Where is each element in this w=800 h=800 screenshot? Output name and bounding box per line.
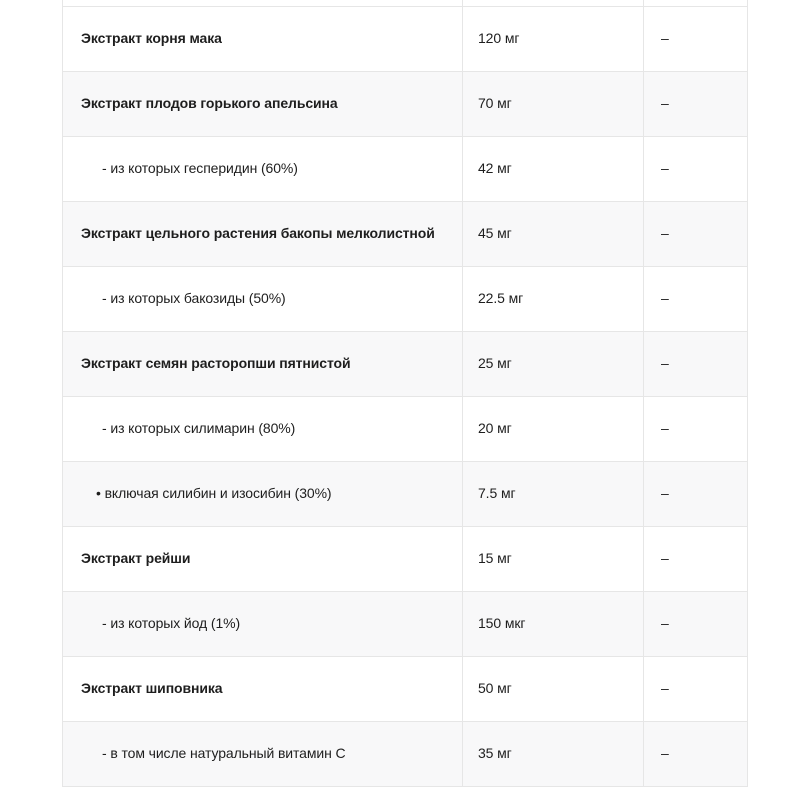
amount-cell: 45 мг xyxy=(463,202,644,266)
ingredient-cell: Экстракт цельного растения бакопы мелколистной xyxy=(63,202,463,266)
table-row xyxy=(63,202,747,267)
table-row xyxy=(63,267,747,332)
daily-value-cell: – xyxy=(661,95,669,112)
ingredient-cell: - из которых гесперидин (60%) xyxy=(63,137,463,201)
ingredient-cell: Экстракт шиповника xyxy=(63,657,463,721)
amount-cell: 7.5 мг xyxy=(463,462,644,526)
daily-value-cell: – xyxy=(661,290,669,307)
daily-value-cell: – xyxy=(661,225,669,242)
ingredient-cell: - в том числе натуральный витамин C xyxy=(63,722,463,786)
table-row xyxy=(63,592,747,657)
table-row xyxy=(63,527,747,592)
amount-cell: 22.5 мг xyxy=(463,267,644,331)
table-row xyxy=(63,657,747,722)
amount-cell: 150 мкг xyxy=(463,592,644,656)
table-row xyxy=(63,332,747,397)
daily-value-cell: – xyxy=(661,745,669,762)
amount-cell: 42 мг xyxy=(463,137,644,201)
table-row xyxy=(63,397,747,462)
daily-value-cell: – xyxy=(661,355,669,372)
daily-value-cell: – xyxy=(661,680,669,697)
daily-value-cell: – xyxy=(661,615,669,632)
ingredient-cell: - из которых силимарин (80%) xyxy=(63,397,463,461)
daily-value-cell: – xyxy=(661,420,669,437)
table-row xyxy=(63,72,747,137)
table-row xyxy=(63,7,747,72)
ingredient-cell: - из которых йод (1%) xyxy=(63,592,463,656)
amount-cell: 25 мг xyxy=(463,332,644,396)
table-row-partial xyxy=(63,0,747,7)
amount-cell: 120 мг xyxy=(463,7,644,71)
ingredient-cell: Экстракт рейши xyxy=(63,527,463,591)
amount-cell: 50 мг xyxy=(463,657,644,721)
ingredient-cell: Экстракт плодов горького апельсина xyxy=(63,72,463,136)
amount-cell: 35 мг xyxy=(463,722,644,786)
daily-value-cell: – xyxy=(661,160,669,177)
daily-value-cell: – xyxy=(661,550,669,567)
supplement-table xyxy=(62,0,748,787)
ingredient-cell xyxy=(63,0,463,6)
daily-value-cell: – xyxy=(661,30,669,47)
ingredient-cell: • включая силибин и изосибин (30%) xyxy=(63,462,463,526)
amount-cell: 70 мг xyxy=(463,72,644,136)
table-row xyxy=(63,462,747,527)
amount-cell: 20 мг xyxy=(463,397,644,461)
amount-cell: 15 мг xyxy=(463,527,644,591)
daily-value-cell xyxy=(644,0,747,6)
daily-value-cell: – xyxy=(661,485,669,502)
table-row xyxy=(63,722,747,787)
ingredient-cell: Экстракт семян расторопши пятнистой xyxy=(63,332,463,396)
ingredient-cell: - из которых бакозиды (50%) xyxy=(63,267,463,331)
amount-cell xyxy=(463,0,644,6)
table-row xyxy=(63,137,747,202)
ingredient-cell: Экстракт корня мака xyxy=(63,7,463,71)
